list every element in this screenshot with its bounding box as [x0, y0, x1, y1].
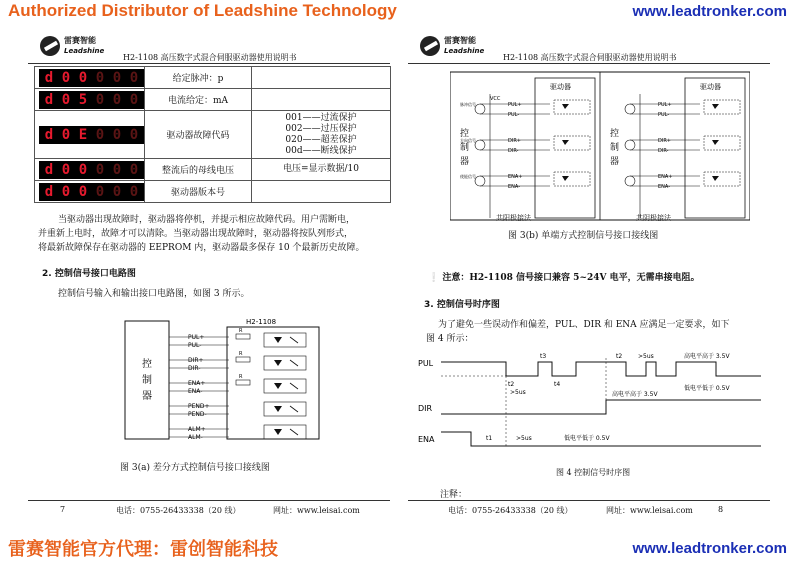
voltage-note-text: 注意：H2-1108 信号接口兼容 5~24V 电平，无需串接电阻。 [442, 273, 700, 283]
timing-line: 图 4 所示： [426, 334, 474, 344]
page-header [408, 30, 770, 64]
resistor-label: R [239, 374, 243, 380]
led-display [35, 159, 145, 181]
segment-digit: 0 [61, 69, 71, 86]
footer-phone: 电话：0755-26433338（20 线） [116, 506, 241, 515]
pin-label: PUL- [188, 342, 202, 349]
pin-label: ENA+ [188, 380, 206, 387]
pin-label: ENA+ [508, 174, 523, 180]
manual-title: H2-1108 高压数字式混合伺服驱动器使用说明书 [123, 53, 297, 62]
low-level-note: 低电平低于 0.5V [564, 435, 610, 442]
diode-icon [274, 406, 282, 412]
module-title: H2-1108 [246, 318, 277, 326]
t3-label: t3 [540, 353, 547, 360]
description-line: 电压=显示数据/10 [282, 164, 360, 174]
website-link-top[interactable]: www.leadtronker.com [632, 3, 787, 20]
vcc-label: VCC [490, 96, 501, 102]
logo-icon [420, 36, 440, 56]
page-header [28, 30, 390, 64]
controller-label: 控 [142, 359, 152, 370]
manual-page-7 [28, 30, 390, 518]
description-line: 020——超差保护 [285, 134, 357, 145]
diode-icon [712, 104, 719, 109]
pin-label: DIR+ [188, 357, 204, 364]
pin-label: PEND- [188, 411, 207, 418]
phototransistor-icon [290, 406, 298, 412]
section-2-text: 控制信号输入和输出接口电路图，如图 3 所示。 [58, 289, 250, 299]
footer-website: 网址：www.leisai.com [606, 506, 693, 515]
fault-paragraph [38, 213, 398, 255]
figure-3a-caption: 图 3(a) 差分方式控制信号接口接线图 [120, 463, 270, 473]
controller-label: 器 [610, 157, 620, 167]
resistor [236, 334, 250, 339]
segment-digit: 0 [95, 161, 105, 178]
section-heading-2: 2. 控制信号接口电路图 [42, 269, 136, 279]
pin-label: DIR- [508, 148, 519, 154]
pin-label: PUL- [658, 112, 670, 118]
code-name: 给定脉冲：p [145, 67, 252, 89]
segment-digit: 0 [112, 183, 122, 200]
segment-digit: 0 [112, 126, 122, 143]
signal-label: 使能信号 [460, 174, 476, 179]
seven-segment-display [39, 69, 144, 87]
segment-digit: E [78, 126, 88, 143]
segment-digit: 0 [95, 69, 105, 86]
fault-line: 并重新上电时，故障才可以清除。当驱动器出现故障时，驱动器将按队列形式， [38, 229, 354, 239]
logo-cn: 雷赛智能 [444, 36, 476, 45]
warning-icon: ❕ [428, 273, 440, 283]
code-description [252, 89, 391, 111]
signal-label: 方向信号 [460, 138, 476, 143]
pin-label: ENA+ [658, 174, 673, 180]
optocoupler [264, 379, 306, 393]
transistor-icon [475, 176, 485, 186]
gt5us-label: >5us [516, 435, 532, 442]
high-level-note: 高电平高于 3.5V [612, 391, 658, 398]
transistor-icon [625, 104, 635, 114]
footer-phone: 电话：0755-26433338（20 线） [448, 506, 573, 515]
gt5us-label: >5us [510, 389, 526, 396]
optocoupler [554, 136, 590, 150]
diode-icon [712, 176, 719, 181]
pin-label: PUL+ [508, 102, 522, 108]
pin-label: PUL+ [188, 334, 205, 341]
figure-3b-caption: 图 3(b) 单端方式控制信号接口接线图 [508, 231, 659, 241]
description-line: 001——过流保护 [285, 112, 357, 123]
segment-digit: 0 [78, 183, 88, 200]
page-footer [408, 500, 770, 515]
common-cathode-label: 共阴极接法 [636, 214, 671, 222]
low-level-note: 低电平低于 0.5V [684, 385, 730, 392]
code-description [252, 111, 391, 159]
optocoupler [264, 425, 306, 439]
code-row [35, 181, 391, 203]
code-row [35, 67, 391, 89]
diode-icon [562, 176, 569, 181]
section-heading-3: 3. 控制信号时序图 [424, 300, 500, 310]
segment-digit: 0 [95, 126, 105, 143]
seven-segment-display [39, 183, 144, 201]
page-footer [28, 500, 390, 515]
timing-line: 为了避免一些误动作和偏差，PUL、DIR 和 ENA 应满足一定要求，如下 [438, 320, 730, 330]
pin-label: ENA- [188, 388, 203, 395]
pin-label: DIR- [658, 148, 669, 154]
optocoupler [704, 172, 740, 186]
fault-line: 当驱动器出现故障时，驱动器将停机，并提示相应故障代码。用户需断电， [58, 215, 356, 225]
controller-label: 器 [460, 157, 470, 167]
logo-en: Leadshine [64, 47, 105, 55]
resistor [236, 380, 250, 385]
phototransistor-icon [290, 429, 298, 435]
transistor-icon [625, 176, 635, 186]
diode-icon [712, 140, 719, 145]
optocoupler [704, 100, 740, 114]
resistor [236, 357, 250, 362]
code-description [252, 159, 391, 181]
optocoupler [264, 402, 306, 416]
timing-diagram [416, 348, 771, 460]
phototransistor-icon [290, 360, 298, 366]
diode-icon [562, 140, 569, 145]
resistor-label: R [239, 351, 243, 357]
segment-digit: 0 [112, 161, 122, 178]
pul-label: PUL [418, 359, 434, 368]
agent-banner: 雷赛智能官方代理：雷创智能科技 [8, 539, 278, 560]
logo-icon [40, 36, 60, 56]
controller-label: 器 [142, 391, 152, 402]
code-name: 整流后的母线电压 [145, 159, 252, 181]
pin-label: DIR- [188, 365, 201, 372]
driver-label: 驱动器 [550, 83, 571, 91]
diode-icon [274, 360, 282, 366]
phototransistor-icon [290, 337, 298, 343]
pin-label: PEND+ [188, 403, 210, 410]
segment-digit: 0 [129, 161, 139, 178]
single-ended-wiring-diagram [450, 68, 750, 228]
segment-digit: 5 [78, 91, 88, 108]
resistor-label: R [239, 328, 243, 334]
seven-segment-display [39, 91, 144, 109]
t2b-label: t2 [616, 353, 623, 360]
controller-label: 制 [142, 375, 152, 386]
seven-segment-display [39, 126, 144, 144]
page-number: 7 [60, 505, 66, 514]
notes-label: 注释： [440, 490, 468, 500]
signal-label: 脉冲信号 [460, 102, 476, 107]
led-display [35, 181, 145, 203]
diode-icon [274, 337, 282, 343]
code-row [35, 159, 391, 181]
distributor-banner: Authorized Distributor of Leadshine Technology [8, 1, 397, 20]
pin-label: DIR+ [658, 138, 671, 144]
optocoupler [264, 356, 306, 370]
segment-digit: 0 [95, 91, 105, 108]
code-name: 驱动器故障代码 [145, 111, 252, 159]
controller-label: 制 [610, 143, 620, 153]
segment-digit: 0 [61, 161, 71, 178]
segment-digit: 0 [129, 126, 139, 143]
code-description [252, 67, 391, 89]
segment-digit: 0 [129, 183, 139, 200]
controller-label: 控 [610, 129, 620, 139]
controller-label: 制 [460, 143, 470, 153]
description-line: 002——过压保护 [285, 123, 357, 134]
manual-title: H2-1108 高压数字式混合伺服驱动器使用说明书 [503, 53, 677, 62]
leadshine-logo [420, 36, 484, 56]
segment-digit: 0 [129, 69, 139, 86]
segment-digit: d [44, 183, 54, 200]
t2-label: t2 [508, 381, 515, 388]
description-line: 00d——断线保护 [285, 145, 357, 156]
voltage-note [428, 270, 700, 283]
code-name: 电流给定：mA [145, 89, 252, 111]
figure-4-caption: 图 4 控制信号时序图 [556, 468, 631, 477]
segment-digit: d [44, 161, 54, 178]
pin-label: ALM- [188, 434, 203, 441]
segment-digit: 0 [78, 69, 88, 86]
led-display [35, 111, 145, 159]
logo-en: Leadshine [444, 47, 485, 55]
code-row [35, 89, 391, 111]
segment-digit: d [44, 91, 54, 108]
led-display [35, 67, 145, 89]
optocoupler [704, 136, 740, 150]
code-description [252, 181, 391, 203]
manual-page-8 [408, 30, 770, 518]
fault-line: 将最新故障保存在驱动器的 EEPROM 内，驱动器最多保存 10 个最新历史故障。 [38, 243, 365, 253]
pin-label: ENA- [508, 184, 521, 190]
optocoupler [554, 172, 590, 186]
led-display [35, 89, 145, 111]
segment-digit: 0 [61, 183, 71, 200]
driver-label: 驱动器 [700, 83, 721, 91]
pin-label: DIR+ [508, 138, 521, 144]
diode-icon [274, 383, 282, 389]
transistor-icon [475, 140, 485, 150]
optocoupler [554, 100, 590, 114]
transistor-icon [475, 104, 485, 114]
footer-website: 网址：www.leisai.com [273, 506, 360, 515]
code-row [35, 111, 391, 159]
segment-digit: d [44, 126, 54, 143]
ena-label: ENA [418, 435, 435, 444]
controller-label: 控 [460, 129, 470, 139]
transistor-icon [625, 140, 635, 150]
dir-label: DIR [418, 404, 433, 413]
segment-digit: 0 [129, 91, 139, 108]
display-codes-table [34, 66, 391, 203]
diode-icon [562, 104, 569, 109]
phototransistor-icon [290, 383, 298, 389]
pin-label: PUL+ [658, 102, 672, 108]
pin-label: PUL- [508, 112, 520, 118]
segment-digit: 0 [112, 91, 122, 108]
segment-digit: 0 [61, 91, 71, 108]
code-name: 驱动器版本号 [145, 181, 252, 203]
website-link-bottom[interactable]: www.leadtronker.com [632, 540, 787, 557]
leadshine-logo [40, 36, 104, 56]
t4-label: t4 [554, 381, 561, 388]
timing-paragraph [426, 318, 771, 346]
optocoupler [264, 333, 306, 347]
gt5us-label: >5us [638, 353, 654, 360]
diode-icon [274, 429, 282, 435]
common-anode-label: 共阳极接法 [496, 214, 531, 222]
differential-wiring-diagram [124, 315, 344, 450]
pin-label: ENA- [658, 184, 671, 190]
pin-label: ALM+ [188, 426, 206, 433]
segment-digit: 0 [112, 69, 122, 86]
high-level-note: 高电平高于 3.5V [684, 353, 730, 360]
segment-digit: 0 [61, 126, 71, 143]
logo-cn: 雷赛智能 [64, 36, 96, 45]
page-number: 8 [718, 505, 724, 514]
segment-digit: 0 [78, 161, 88, 178]
segment-digit: 0 [95, 183, 105, 200]
t1-label: t1 [486, 435, 493, 442]
seven-segment-display [39, 161, 144, 179]
segment-digit: d [44, 69, 54, 86]
